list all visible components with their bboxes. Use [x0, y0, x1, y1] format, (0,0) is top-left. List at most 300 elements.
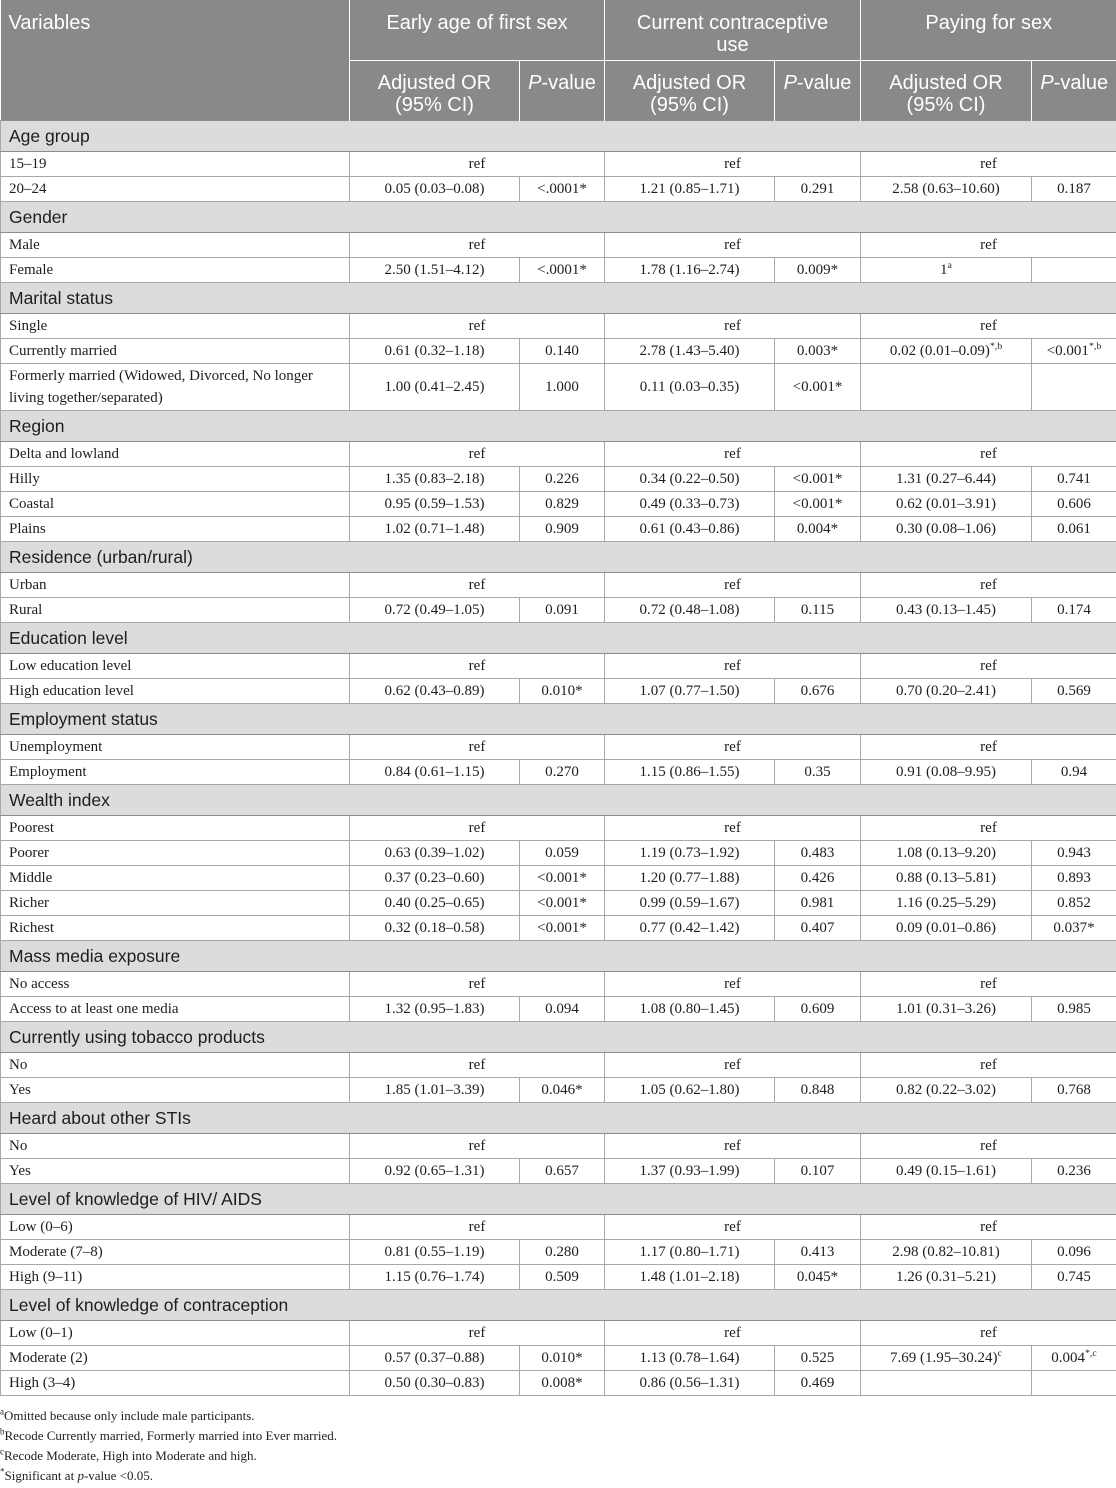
p-value-cell-contraceptive-use: <0.001*	[775, 363, 861, 410]
adjusted-or-cell-paying-for-sex	[861, 338, 1032, 363]
table-row	[1, 759, 1116, 784]
p-value-cell-early-first-sex: 0.509	[520, 1264, 605, 1289]
ref-cell-early-first-sex: ref	[350, 653, 605, 678]
footnote-mark: c	[0, 1446, 4, 1457]
table-row	[1, 815, 1116, 840]
p-value-cell-early-first-sex: 0.829	[520, 491, 605, 516]
table-row	[1, 597, 1116, 622]
table-row	[1, 1052, 1116, 1077]
variables-header: Variables	[1, 0, 350, 120]
group-header-label: Early age of first sex	[386, 12, 568, 34]
p-value-cell-paying-for-sex	[1032, 257, 1116, 282]
adjusted-or-cell-early-first-sex: 0.57 (0.37–0.88)	[350, 1345, 520, 1370]
p-value-cell-paying-for-sex: 0.174	[1032, 597, 1116, 622]
row-label: High (3–4)	[1, 1370, 350, 1395]
table-row	[1, 996, 1116, 1021]
table-row	[1, 1320, 1116, 1345]
adjusted-or-cell-paying-for-sex: 0.49 (0.15–1.61)	[861, 1158, 1032, 1183]
cell-value: 1	[940, 261, 948, 278]
ref-cell-paying-for-sex: ref	[861, 151, 1116, 176]
ref-cell-paying-for-sex: ref	[861, 1052, 1116, 1077]
adjusted-or-cell-early-first-sex: 0.84 (0.61–1.15)	[350, 759, 520, 784]
table-row	[1, 466, 1116, 491]
ref-cell-contraceptive-use: ref	[605, 734, 861, 759]
ref-cell-early-first-sex: ref	[350, 1320, 605, 1345]
p-value-cell-contraceptive-use: 0.291	[775, 176, 861, 201]
p-value-cell-early-first-sex: <.0001*	[520, 257, 605, 282]
p-value-cell-paying-for-sex: 0.943	[1032, 840, 1116, 865]
p-value-cell-early-first-sex: <0.001*	[520, 890, 605, 915]
footnote-italic-p: p	[77, 1467, 84, 1483]
ref-cell-paying-for-sex: ref	[861, 441, 1116, 466]
adjusted-or-cell-paying-for-sex: 0.30 (0.08–1.06)	[861, 516, 1032, 541]
adjusted-or-cell-paying-for-sex	[861, 1345, 1032, 1370]
ref-cell-early-first-sex: ref	[350, 971, 605, 996]
ref-cell-paying-for-sex: ref	[861, 1133, 1116, 1158]
row-label: Richest	[1, 915, 350, 940]
footnote-b	[0, 1426, 1116, 1446]
adjusted-or-header-contraceptive-use: Adjusted OR (95% CI)	[605, 60, 775, 120]
adjusted-or-cell-early-first-sex: 0.95 (0.59–1.53)	[350, 491, 520, 516]
adjusted-or-cell-early-first-sex: 1.02 (0.71–1.48)	[350, 516, 520, 541]
p-value-label: P-value	[783, 71, 852, 94]
section-header: Age group	[1, 120, 1116, 151]
table-row	[1, 915, 1116, 940]
adjusted-or-cell-paying-for-sex: 0.43 (0.13–1.45)	[861, 597, 1032, 622]
p-value-cell-contraceptive-use: 0.009*	[775, 257, 861, 282]
adjusted-or-cell-contraceptive-use: 0.86 (0.56–1.31)	[605, 1370, 775, 1395]
row-label: Unemployment	[1, 734, 350, 759]
p-value-cell-early-first-sex: 0.226	[520, 466, 605, 491]
section-header: Region	[1, 410, 1116, 441]
section-header: Gender	[1, 201, 1116, 232]
section-header: Level of knowledge of HIV/ AIDS	[1, 1183, 1116, 1214]
adjusted-or-cell-early-first-sex: 1.35 (0.83–2.18)	[350, 466, 520, 491]
p-value-cell-paying-for-sex	[1032, 363, 1116, 410]
section-header: Currently using tobacco products	[1, 1021, 1116, 1052]
footnote-significance	[0, 1466, 1116, 1486]
row-label: Coastal	[1, 491, 350, 516]
group-header-early-first-sex	[350, 0, 605, 60]
p-value-cell-paying-for-sex: 0.745	[1032, 1264, 1116, 1289]
row-label: Urban	[1, 572, 350, 597]
adjusted-or-cell-paying-for-sex: 1.01 (0.31–3.26)	[861, 996, 1032, 1021]
ref-cell-paying-for-sex: ref	[861, 1214, 1116, 1239]
table-body	[1, 120, 1116, 1395]
p-value-cell-early-first-sex: 0.280	[520, 1239, 605, 1264]
p-value-header-paying-for-sex	[1032, 60, 1116, 120]
adjusted-or-header-early-first-sex: Adjusted OR (95% CI)	[350, 60, 520, 120]
p-value-cell-paying-for-sex: 0.741	[1032, 466, 1116, 491]
footnote-text: Significant at	[4, 1467, 78, 1483]
p-value-cell-contraceptive-use: 0.525	[775, 1345, 861, 1370]
row-label: 20–24	[1, 176, 350, 201]
adjusted-or-cell-early-first-sex: 0.72 (0.49–1.05)	[350, 597, 520, 622]
table-row	[1, 678, 1116, 703]
p-value-cell-contraceptive-use: 0.609	[775, 996, 861, 1021]
cell-value: 0.02 (0.01–0.09)	[889, 342, 990, 359]
p-value-cell-early-first-sex: 0.140	[520, 338, 605, 363]
footnote-text: Recode Currently married, Formerly married into Ever married.	[4, 1427, 337, 1443]
adjusted-or-cell-early-first-sex: 0.05 (0.03–0.08)	[350, 176, 520, 201]
adjusted-or-cell-early-first-sex: 0.40 (0.25–0.65)	[350, 890, 520, 915]
adjusted-or-cell-paying-for-sex: 0.91 (0.08–9.95)	[861, 759, 1032, 784]
section-header: Marital status	[1, 282, 1116, 313]
p-value-cell-contraceptive-use: 0.107	[775, 1158, 861, 1183]
table-row	[1, 1158, 1116, 1183]
row-label: High (9–11)	[1, 1264, 350, 1289]
group-header-contraceptive-use	[605, 0, 861, 60]
p-value-cell-paying-for-sex: 0.985	[1032, 996, 1116, 1021]
p-value-cell-early-first-sex: 0.270	[520, 759, 605, 784]
footnote-mark: a	[0, 1406, 4, 1417]
p-value-cell-early-first-sex: 0.657	[520, 1158, 605, 1183]
row-label: No access	[1, 971, 350, 996]
ref-cell-contraceptive-use: ref	[605, 815, 861, 840]
p-value-cell-contraceptive-use: 0.469	[775, 1370, 861, 1395]
p-value-cell-contraceptive-use: <0.001*	[775, 466, 861, 491]
adjusted-or-cell-contraceptive-use: 1.37 (0.93–1.99)	[605, 1158, 775, 1183]
section-row	[1, 703, 1116, 734]
p-value-cell-early-first-sex: 0.008*	[520, 1370, 605, 1395]
adjusted-or-cell-early-first-sex: 0.61 (0.32–1.18)	[350, 338, 520, 363]
adjusted-or-cell-contraceptive-use: 1.08 (0.80–1.45)	[605, 996, 775, 1021]
footnote-marker: *,c	[1084, 1347, 1097, 1359]
adjusted-or-cell-paying-for-sex: 1.31 (0.27–6.44)	[861, 466, 1032, 491]
p-value-cell-early-first-sex: 1.000	[520, 363, 605, 410]
p-value-cell-contraceptive-use: 0.004*	[775, 516, 861, 541]
p-value-cell-paying-for-sex: 0.037*	[1032, 915, 1116, 940]
row-label: High education level	[1, 678, 350, 703]
footnote-text: -value <0.05.	[83, 1467, 153, 1483]
p-value-cell-early-first-sex: 0.010*	[520, 678, 605, 703]
adjusted-or-cell-early-first-sex: 1.15 (0.76–1.74)	[350, 1264, 520, 1289]
adjusted-or-cell-contraceptive-use: 1.20 (0.77–1.88)	[605, 865, 775, 890]
p-value-cell-contraceptive-use: 0.407	[775, 915, 861, 940]
cell-value: <0.001	[1046, 342, 1089, 359]
adjusted-or-cell-paying-for-sex: 0.82 (0.22–3.02)	[861, 1077, 1032, 1102]
table-row	[1, 840, 1116, 865]
section-row	[1, 1021, 1116, 1052]
ref-cell-contraceptive-use: ref	[605, 1133, 861, 1158]
footnote-mark: b	[0, 1426, 5, 1437]
p-value-cell-paying-for-sex: 0.852	[1032, 890, 1116, 915]
ref-cell-contraceptive-use: ref	[605, 653, 861, 678]
section-row	[1, 201, 1116, 232]
ref-cell-early-first-sex: ref	[350, 572, 605, 597]
adjusted-or-cell-early-first-sex: 1.85 (1.01–3.39)	[350, 1077, 520, 1102]
adjusted-or-cell-contraceptive-use: 0.77 (0.42–1.42)	[605, 915, 775, 940]
adjusted-or-cell-contraceptive-use: 0.49 (0.33–0.73)	[605, 491, 775, 516]
p-value-cell-paying-for-sex: 0.893	[1032, 865, 1116, 890]
adjusted-or-cell-early-first-sex: 2.50 (1.51–4.12)	[350, 257, 520, 282]
table-row	[1, 1345, 1116, 1370]
adjusted-or-cell-paying-for-sex: 1.16 (0.25–5.29)	[861, 890, 1032, 915]
row-label: Low education level	[1, 653, 350, 678]
footnote-text: Recode Moderate, High into Moderate and high.	[4, 1447, 257, 1463]
row-label: Access to at least one media	[1, 996, 350, 1021]
adjusted-or-cell-early-first-sex: 0.81 (0.55–1.19)	[350, 1239, 520, 1264]
p-value-cell-contraceptive-use: 0.676	[775, 678, 861, 703]
ref-cell-early-first-sex: ref	[350, 815, 605, 840]
row-label: Low (0–1)	[1, 1320, 350, 1345]
row-label: Middle	[1, 865, 350, 890]
adjusted-or-cell-contraceptive-use: 1.48 (1.01–2.18)	[605, 1264, 775, 1289]
section-header: Wealth index	[1, 784, 1116, 815]
p-value-cell-early-first-sex: <0.001*	[520, 915, 605, 940]
adjusted-or-cell-contraceptive-use: 1.17 (0.80–1.71)	[605, 1239, 775, 1264]
adjusted-or-cell-contraceptive-use: 1.07 (0.77–1.50)	[605, 678, 775, 703]
table-row	[1, 572, 1116, 597]
p-value-cell-early-first-sex: <.0001*	[520, 176, 605, 201]
p-value-cell-paying-for-sex: 0.569	[1032, 678, 1116, 703]
p-value-cell-contraceptive-use: 0.848	[775, 1077, 861, 1102]
adjusted-or-cell-paying-for-sex: 0.88 (0.13–5.81)	[861, 865, 1032, 890]
ref-cell-paying-for-sex: ref	[861, 572, 1116, 597]
adjusted-or-cell-early-first-sex: 0.92 (0.65–1.31)	[350, 1158, 520, 1183]
row-label: Richer	[1, 890, 350, 915]
adjusted-or-cell-paying-for-sex: 1.26 (0.31–5.21)	[861, 1264, 1032, 1289]
section-row	[1, 622, 1116, 653]
p-value-cell-contraceptive-use: 0.003*	[775, 338, 861, 363]
p-value-cell-early-first-sex: 0.046*	[520, 1077, 605, 1102]
ref-cell-contraceptive-use: ref	[605, 313, 861, 338]
group-header-label: Current contraceptive use	[636, 12, 829, 56]
p-value-cell-early-first-sex: 0.094	[520, 996, 605, 1021]
row-label: Female	[1, 257, 350, 282]
table-row	[1, 232, 1116, 257]
row-label: Low (0–6)	[1, 1214, 350, 1239]
p-value-cell-paying-for-sex: 0.096	[1032, 1239, 1116, 1264]
footnote-marker: a	[947, 259, 952, 271]
row-label: Male	[1, 232, 350, 257]
group-header-label: Paying for sex	[925, 12, 1053, 34]
table-row	[1, 1370, 1116, 1395]
ref-cell-early-first-sex: ref	[350, 151, 605, 176]
footnote-mark: *	[0, 1466, 5, 1477]
row-label: Single	[1, 313, 350, 338]
section-row	[1, 1183, 1116, 1214]
adjusted-or-cell-paying-for-sex	[861, 363, 1032, 410]
table-row	[1, 653, 1116, 678]
cell-value: 0.004	[1051, 1349, 1085, 1366]
adjusted-or-cell-paying-for-sex: 0.09 (0.01–0.86)	[861, 915, 1032, 940]
ref-cell-contraceptive-use: ref	[605, 232, 861, 257]
adjusted-or-cell-paying-for-sex: 2.58 (0.63–10.60)	[861, 176, 1032, 201]
adjusted-or-cell-early-first-sex: 0.37 (0.23–0.60)	[350, 865, 520, 890]
section-header: Level of knowledge of contraception	[1, 1289, 1116, 1320]
p-value-cell-paying-for-sex: 0.94	[1032, 759, 1116, 784]
adjusted-or-cell-paying-for-sex: 0.70 (0.20–2.41)	[861, 678, 1032, 703]
row-label: Plains	[1, 516, 350, 541]
table-row	[1, 734, 1116, 759]
table-row	[1, 890, 1116, 915]
table-row	[1, 516, 1116, 541]
ref-cell-early-first-sex: ref	[350, 1052, 605, 1077]
ref-cell-paying-for-sex: ref	[861, 971, 1116, 996]
row-label: Formerly married (Widowed, Divorced, No longer living together/separated)	[1, 363, 350, 410]
table-row	[1, 151, 1116, 176]
adjusted-or-cell-paying-for-sex: 1.08 (0.13–9.20)	[861, 840, 1032, 865]
section-row	[1, 940, 1116, 971]
row-label: Poorer	[1, 840, 350, 865]
p-value-header-contraceptive-use	[775, 60, 861, 120]
footnote-text: Omitted because only include male participants.	[4, 1407, 255, 1423]
p-value-cell-contraceptive-use: 0.115	[775, 597, 861, 622]
adjusted-or-cell-early-first-sex: 0.62 (0.43–0.89)	[350, 678, 520, 703]
p-value-cell-contraceptive-use: 0.35	[775, 759, 861, 784]
ref-cell-contraceptive-use: ref	[605, 572, 861, 597]
table-row	[1, 865, 1116, 890]
adjusted-or-cell-contraceptive-use: 0.99 (0.59–1.67)	[605, 890, 775, 915]
section-row	[1, 1102, 1116, 1133]
row-label: 15–19	[1, 151, 350, 176]
header-row	[1, 0, 1116, 60]
footnote-marker: *,b	[1088, 340, 1102, 352]
section-header: Mass media exposure	[1, 940, 1116, 971]
ref-cell-early-first-sex: ref	[350, 441, 605, 466]
adjusted-or-cell-paying-for-sex: 2.98 (0.82–10.81)	[861, 1239, 1032, 1264]
adjusted-or-cell-paying-for-sex	[861, 257, 1032, 282]
p-value-header-early-first-sex	[520, 60, 605, 120]
p-value-cell-paying-for-sex: 0.061	[1032, 516, 1116, 541]
row-label: Yes	[1, 1077, 350, 1102]
table-row	[1, 1214, 1116, 1239]
adjusted-or-cell-contraceptive-use: 0.11 (0.03–0.35)	[605, 363, 775, 410]
table-row	[1, 1264, 1116, 1289]
table-row	[1, 971, 1116, 996]
ref-cell-contraceptive-use: ref	[605, 1320, 861, 1345]
p-value-cell-early-first-sex: 0.059	[520, 840, 605, 865]
row-label: No	[1, 1052, 350, 1077]
table-row	[1, 338, 1116, 363]
p-value-cell-paying-for-sex	[1032, 1370, 1116, 1395]
ref-cell-contraceptive-use: ref	[605, 1214, 861, 1239]
adjusted-or-cell-contraceptive-use: 1.78 (1.16–2.74)	[605, 257, 775, 282]
adjusted-or-cell-contraceptive-use: 2.78 (1.43–5.40)	[605, 338, 775, 363]
p-value-cell-early-first-sex: 0.010*	[520, 1345, 605, 1370]
p-value-cell-contraceptive-use: <0.001*	[775, 491, 861, 516]
section-header: Education level	[1, 622, 1116, 653]
section-row	[1, 282, 1116, 313]
ref-cell-early-first-sex: ref	[350, 1214, 605, 1239]
adjusted-or-header-paying-for-sex: Adjusted OR (95% CI)	[861, 60, 1032, 120]
row-label: Moderate (2)	[1, 1345, 350, 1370]
adjusted-or-cell-contraceptive-use: 1.05 (0.62–1.80)	[605, 1077, 775, 1102]
p-value-cell-paying-for-sex: 0.768	[1032, 1077, 1116, 1102]
adjusted-or-cell-early-first-sex: 0.63 (0.39–1.02)	[350, 840, 520, 865]
adjusted-or-cell-contraceptive-use: 0.72 (0.48–1.08)	[605, 597, 775, 622]
p-value-cell-early-first-sex: 0.091	[520, 597, 605, 622]
table-row	[1, 1077, 1116, 1102]
row-label: Yes	[1, 1158, 350, 1183]
adjusted-or-cell-contraceptive-use: 0.34 (0.22–0.50)	[605, 466, 775, 491]
footnote-marker: c	[997, 1347, 1002, 1359]
footnotes	[0, 1406, 1116, 1486]
adjusted-or-cell-paying-for-sex: 0.62 (0.01–3.91)	[861, 491, 1032, 516]
adjusted-or-cell-early-first-sex: 1.32 (0.95–1.83)	[350, 996, 520, 1021]
adjusted-or-cell-paying-for-sex	[861, 1370, 1032, 1395]
section-header: Employment status	[1, 703, 1116, 734]
adjusted-or-cell-early-first-sex: 1.00 (0.41–2.45)	[350, 363, 520, 410]
table-header	[1, 0, 1116, 120]
ref-cell-early-first-sex: ref	[350, 734, 605, 759]
p-value-cell-paying-for-sex	[1032, 338, 1116, 363]
p-value-cell-early-first-sex: 0.909	[520, 516, 605, 541]
table-row	[1, 363, 1116, 410]
adjusted-or-cell-contraceptive-use: 1.21 (0.85–1.71)	[605, 176, 775, 201]
footnote-c	[0, 1446, 1116, 1466]
ref-cell-paying-for-sex: ref	[861, 815, 1116, 840]
ref-cell-early-first-sex: ref	[350, 1133, 605, 1158]
ref-cell-paying-for-sex: ref	[861, 734, 1116, 759]
p-value-cell-contraceptive-use: 0.981	[775, 890, 861, 915]
adjusted-or-cell-early-first-sex: 0.50 (0.30–0.83)	[350, 1370, 520, 1395]
ref-cell-paying-for-sex: ref	[861, 653, 1116, 678]
row-label: Rural	[1, 597, 350, 622]
p-value-cell-paying-for-sex: 0.236	[1032, 1158, 1116, 1183]
ref-cell-paying-for-sex: ref	[861, 1320, 1116, 1345]
section-row	[1, 1289, 1116, 1320]
p-value-cell-contraceptive-use: 0.426	[775, 865, 861, 890]
section-row	[1, 410, 1116, 441]
group-header-paying-for-sex	[861, 0, 1116, 60]
p-value-cell-paying-for-sex: 0.606	[1032, 491, 1116, 516]
table-row	[1, 1133, 1116, 1158]
row-label: Currently married	[1, 338, 350, 363]
row-label: Delta and lowland	[1, 441, 350, 466]
ref-cell-contraceptive-use: ref	[605, 151, 861, 176]
ref-cell-contraceptive-use: ref	[605, 441, 861, 466]
ref-cell-early-first-sex: ref	[350, 232, 605, 257]
row-label: Employment	[1, 759, 350, 784]
table-row	[1, 313, 1116, 338]
section-row	[1, 784, 1116, 815]
p-value-label: P-value	[1040, 71, 1109, 94]
p-value-cell-paying-for-sex	[1032, 1345, 1116, 1370]
ref-cell-paying-for-sex: ref	[861, 232, 1116, 257]
cell-value: 7.69 (1.95–30.24)	[890, 1349, 998, 1366]
ref-cell-contraceptive-use: ref	[605, 971, 861, 996]
p-value-cell-early-first-sex: <0.001*	[520, 865, 605, 890]
p-value-cell-contraceptive-use: 0.413	[775, 1239, 861, 1264]
ref-cell-early-first-sex: ref	[350, 313, 605, 338]
adjusted-or-cell-early-first-sex: 0.32 (0.18–0.58)	[350, 915, 520, 940]
p-value-cell-contraceptive-use: 0.045*	[775, 1264, 861, 1289]
section-header: Heard about other STIs	[1, 1102, 1116, 1133]
adjusted-or-cell-contraceptive-use: 0.61 (0.43–0.86)	[605, 516, 775, 541]
ref-cell-contraceptive-use: ref	[605, 1052, 861, 1077]
section-header: Residence (urban/rural)	[1, 541, 1116, 572]
row-label: No	[1, 1133, 350, 1158]
adjusted-or-cell-contraceptive-use: 1.13 (0.78–1.64)	[605, 1345, 775, 1370]
table-row	[1, 176, 1116, 201]
adjusted-or-cell-contraceptive-use: 1.19 (0.73–1.92)	[605, 840, 775, 865]
table-row	[1, 441, 1116, 466]
footnote-marker: *,b	[989, 340, 1003, 352]
row-label: Moderate (7–8)	[1, 1239, 350, 1264]
ref-cell-paying-for-sex: ref	[861, 313, 1116, 338]
p-value-cell-paying-for-sex: 0.187	[1032, 176, 1116, 201]
table-row	[1, 257, 1116, 282]
adjusted-or-cell-contraceptive-use: 1.15 (0.86–1.55)	[605, 759, 775, 784]
row-label: Hilly	[1, 466, 350, 491]
p-value-cell-contraceptive-use: 0.483	[775, 840, 861, 865]
table-row	[1, 491, 1116, 516]
p-value-label: P-value	[528, 71, 596, 94]
table-row	[1, 1239, 1116, 1264]
footnote-a	[0, 1406, 1116, 1426]
